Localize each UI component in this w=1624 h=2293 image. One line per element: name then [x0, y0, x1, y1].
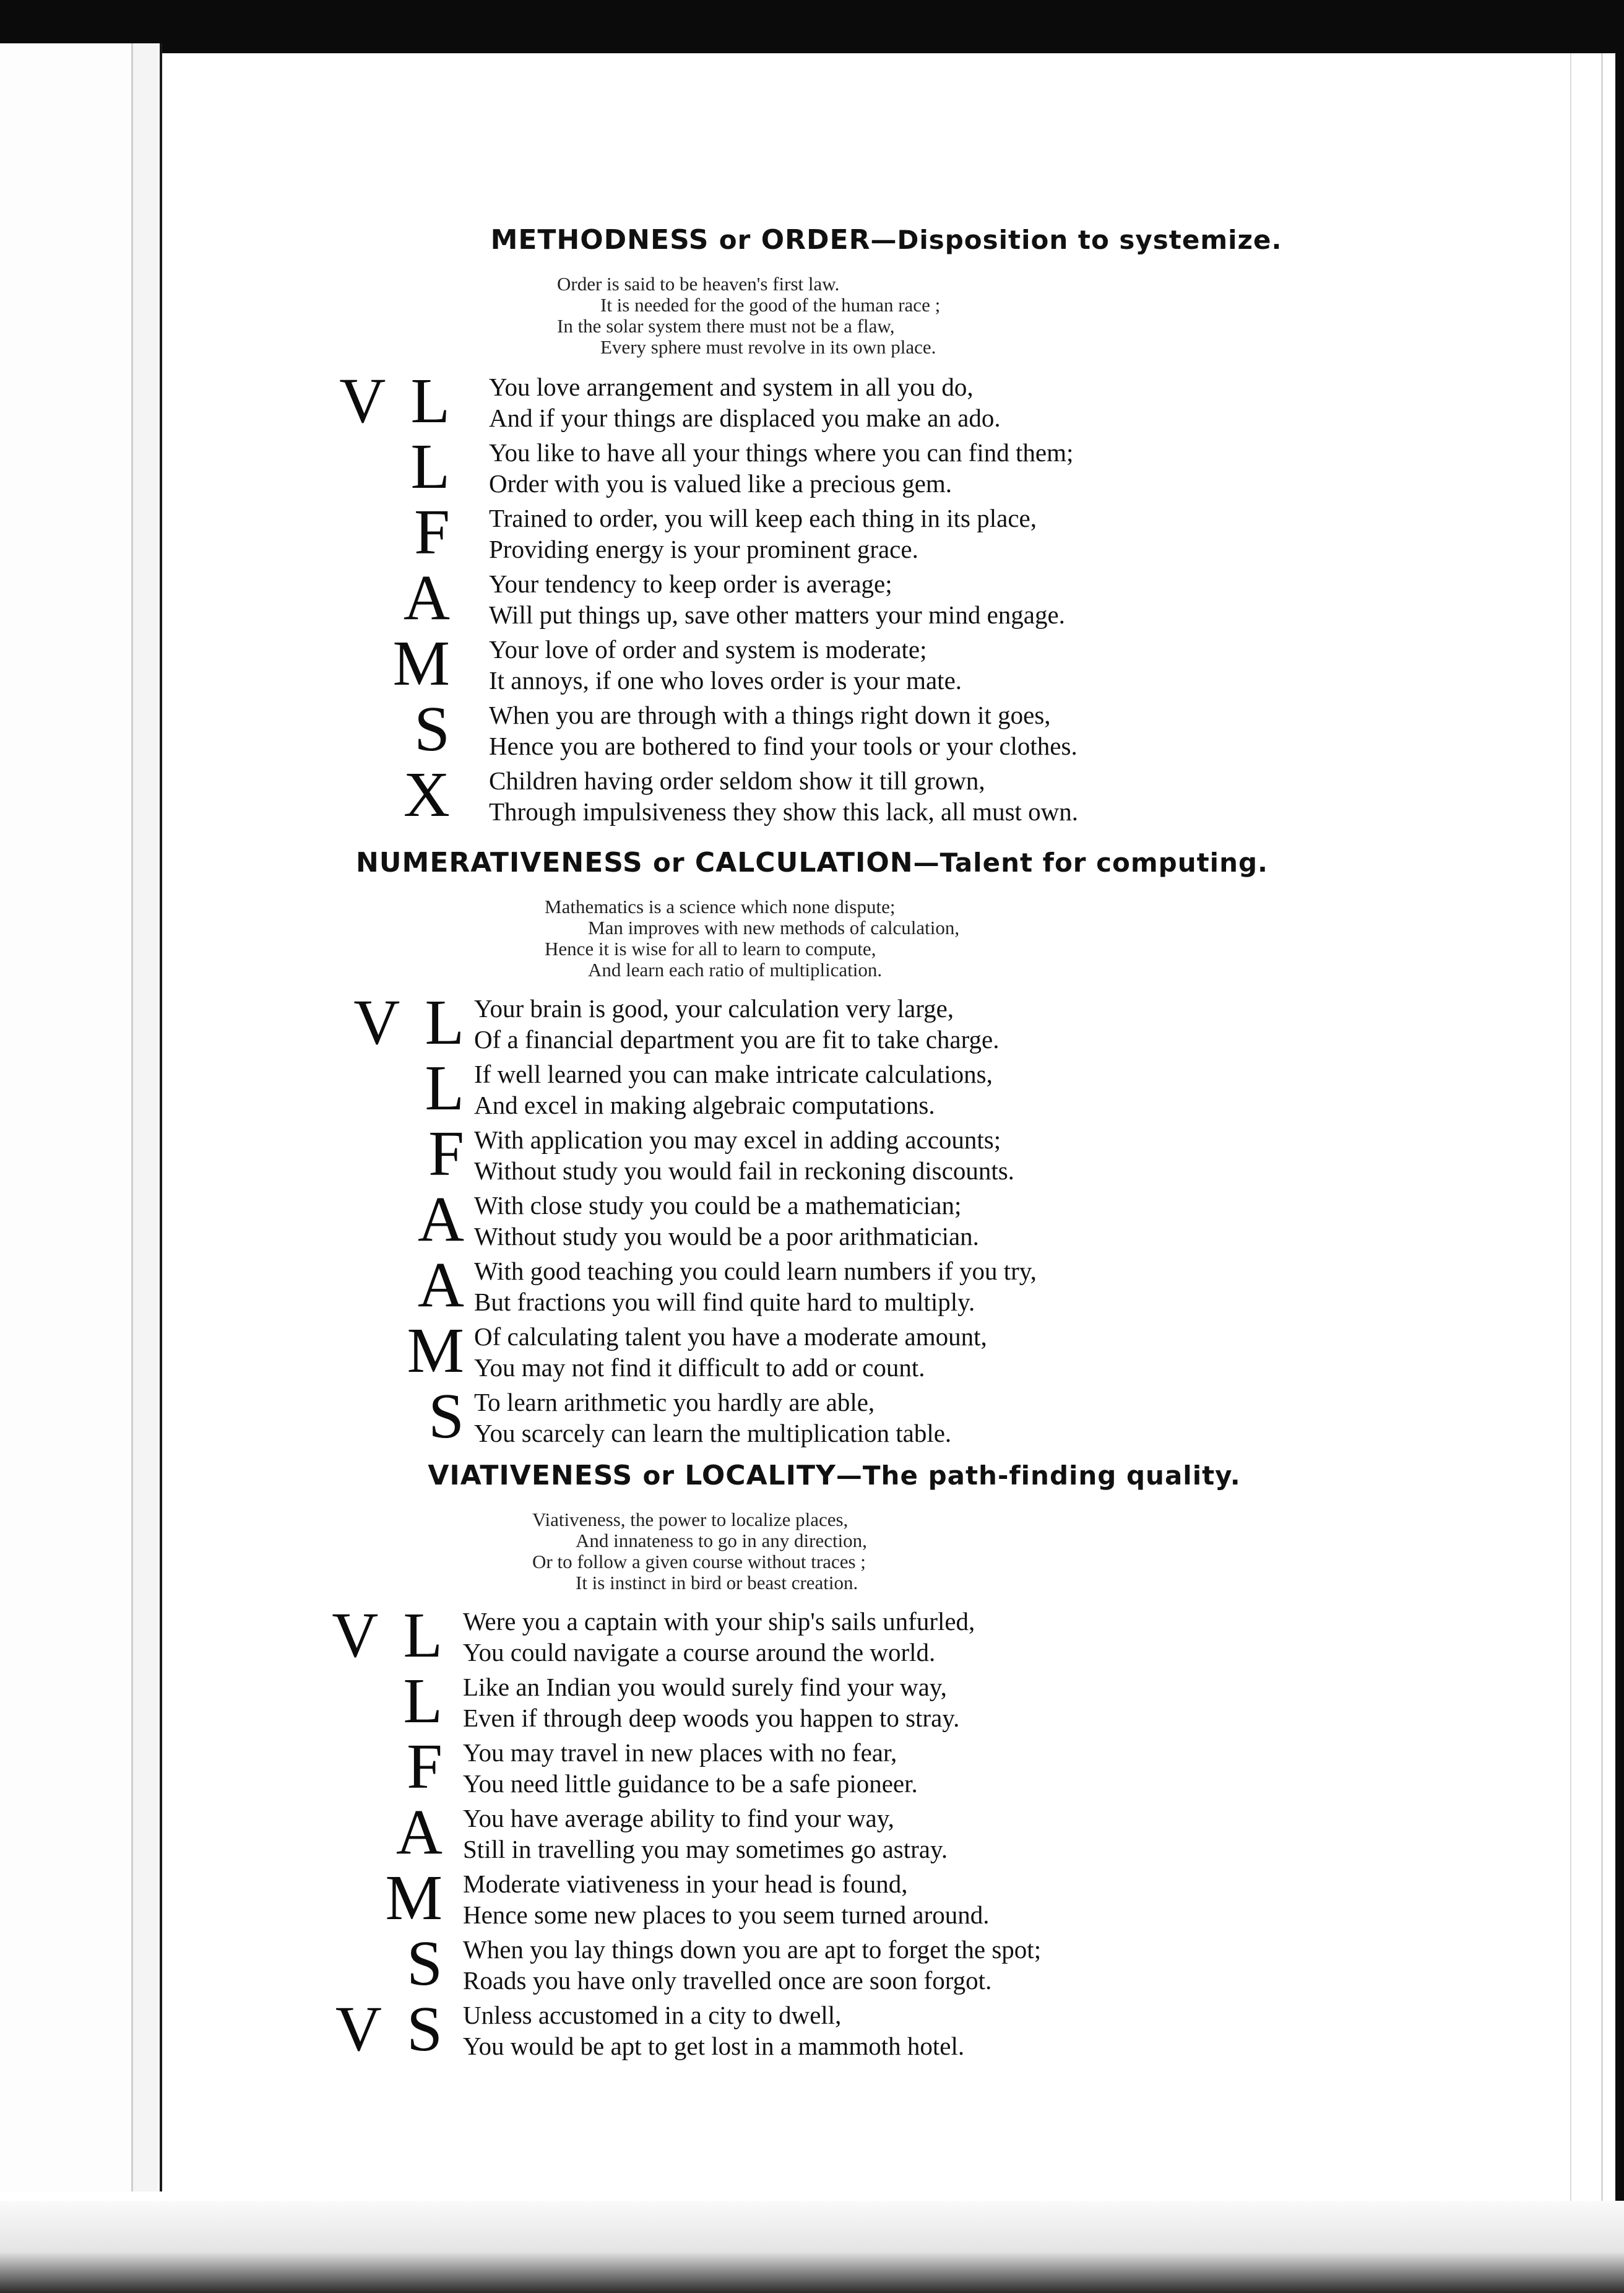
heading-title: METHODNESS — [490, 224, 709, 256]
verse — [463, 1868, 989, 1930]
rating-entry — [0, 759, 1624, 830]
verse — [463, 1606, 975, 1668]
rating-entry — [0, 1862, 1624, 1933]
rating-letters: S — [428, 1381, 469, 1452]
rating-entry — [0, 1665, 1624, 1736]
motto-line: Order is said to be heaven's first law. — [557, 273, 840, 295]
verse-line: Trained to order, you will keep each thing in its place, — [489, 504, 1037, 532]
section-heading — [22, 1460, 1624, 1491]
motto-line: And learn each ratio of multiplication. — [588, 959, 883, 981]
rating-entry — [0, 562, 1624, 633]
heading-title-alt: CALCULATION — [694, 847, 914, 878]
rating-entry — [0, 628, 1624, 699]
verse-line: You have average ability to find your way, — [463, 1804, 894, 1832]
heading-subtitle: —The path-finding quality. — [836, 1460, 1241, 1491]
verse-line: Like an Indian you would surely find your way, — [463, 1673, 947, 1701]
verse — [489, 765, 1078, 827]
rating-entry — [0, 1315, 1624, 1386]
verse-line: You would be apt to get lost in a mammoth hotel. — [463, 2032, 965, 2060]
rating-letters: A — [417, 1184, 469, 1255]
verse — [489, 371, 1001, 433]
motto-line: Mathematics is a science which none dispute; — [545, 896, 896, 917]
heading-or: or — [642, 1460, 675, 1491]
rating-letters: A — [403, 562, 455, 633]
verse-line: But fractions you will find quite hard to multiply. — [474, 1288, 975, 1316]
rating-letters: V S — [335, 1993, 447, 2065]
verse-line: Hence some new places to you seem turned around. — [463, 1901, 990, 1929]
rating-letters: F — [407, 1731, 447, 1802]
verse-line: Unless accustomed in a city to dwell, — [463, 2001, 842, 2029]
verse-line: Through impulsiveness they show this lack, all must own. — [489, 797, 1079, 826]
verse-line: You love arrangement and system in all you do, — [489, 373, 974, 401]
verse-line: To learn arithmetic you hardly are able, — [474, 1388, 875, 1416]
verse-line: When you lay things down you are apt to forget the spot; — [463, 1935, 1042, 1964]
heading-title: NUMERATIVENESS — [355, 847, 643, 878]
verse-line: Roads you have only travelled once are soon forgot. — [463, 1966, 992, 1995]
rating-letters: F — [414, 496, 455, 568]
verse-line: Of calculating talent you have a moderate amount, — [474, 1322, 987, 1351]
rating-entry — [0, 431, 1624, 502]
verse — [463, 1671, 959, 1733]
heading-title-alt: ORDER — [761, 224, 871, 256]
rating-entry — [0, 1249, 1624, 1320]
verse — [463, 2000, 964, 2061]
verse-line: Without study you would be a poor arithmatician. — [474, 1222, 979, 1251]
verse — [474, 1255, 1037, 1317]
verse — [474, 1387, 951, 1449]
verse-line: Hence you are bothered to find your tools or your clothes. — [489, 732, 1078, 760]
verse-line: Still in travelling you may sometimes go astray. — [463, 1835, 948, 1863]
verse — [474, 1321, 987, 1383]
verse — [474, 1124, 1014, 1186]
verse-line: Your love of order and system is moderate; — [489, 635, 927, 664]
verse-line: Without study you would fail in reckoning discounts. — [474, 1156, 1014, 1185]
rating-entry — [0, 496, 1624, 568]
rating-entry — [0, 693, 1624, 765]
verse-line: Will put things up, save other matters your mind engage. — [489, 600, 1065, 629]
verse — [489, 634, 962, 696]
rating-letters: L — [403, 1665, 447, 1736]
verse — [489, 568, 1065, 630]
verse-line: With close study you could be a mathematician; — [474, 1191, 962, 1220]
verse-line: You scarcely can learn the multiplication table. — [474, 1419, 952, 1447]
rating-entry — [0, 1993, 1624, 2065]
rating-entry — [0, 1381, 1624, 1452]
verse-line: With good teaching you could learn numbers if you try, — [474, 1257, 1037, 1285]
heading-or: or — [653, 847, 685, 878]
verse-line: It annoys, if one who loves order is your mate. — [489, 666, 962, 695]
heading-title-alt: LOCALITY — [685, 1460, 836, 1491]
rating-letters: X — [403, 759, 455, 830]
rating-entry — [0, 365, 1624, 436]
verse — [463, 1934, 1041, 1996]
verse — [474, 1190, 979, 1252]
rating-letters: V L — [332, 1600, 447, 1671]
rating-letters: S — [414, 693, 455, 765]
verse — [489, 437, 1073, 499]
verse-line: Of a financial department you are fit to take charge. — [474, 1025, 1000, 1054]
motto-line: It is needed for the good of the human race ; — [600, 294, 941, 316]
motto-line: Man improves with new methods of calculation, — [588, 917, 960, 938]
verse — [489, 700, 1078, 761]
section-heading — [74, 224, 1624, 256]
rating-letters: A — [417, 1249, 469, 1320]
motto-line: And innateness to go in any direction, — [576, 1530, 867, 1551]
rating-entry — [0, 987, 1624, 1058]
verse-line: Your brain is good, your calculation very large, — [474, 994, 954, 1023]
verse-line: When you are through with a things right down it goes, — [489, 701, 1051, 729]
verse-line: Providing energy is your prominent grace. — [489, 535, 918, 563]
verse-line: With application you may excel in adding accounts; — [474, 1125, 1001, 1154]
rating-letters: M — [392, 628, 455, 699]
verse-line: Order with you is valued like a precious gem. — [489, 469, 952, 498]
heading-or: or — [719, 225, 751, 255]
motto-line: It is instinct in bird or beast creation. — [576, 1572, 858, 1593]
rating-letters: M — [407, 1315, 469, 1386]
rating-entry — [0, 1797, 1624, 1868]
rating-letters: S — [407, 1928, 447, 1999]
rating-entry — [0, 1052, 1624, 1124]
verse — [489, 503, 1037, 565]
verse-line: Moderate viativeness in your head is found, — [463, 1870, 908, 1898]
verse-line: You could navigate a course around the world. — [463, 1638, 936, 1667]
motto-line: Viativeness, the power to localize places, — [532, 1509, 849, 1530]
verse-line: You may not find it difficult to add or count. — [474, 1353, 925, 1382]
rating-letters: L — [410, 431, 455, 502]
verse-line: Were you a captain with your ship's sails unfurled, — [463, 1607, 975, 1636]
rating-letters: A — [395, 1797, 447, 1868]
verse-line: Children having order seldom show it till grown, — [489, 766, 985, 795]
motto-line: Every sphere must revolve in its own place. — [600, 336, 936, 358]
rating-entry — [0, 1184, 1624, 1255]
verse — [463, 1737, 918, 1799]
verse-line: You need little guidance to be a safe pioneer. — [463, 1769, 918, 1798]
verse — [463, 1803, 948, 1865]
rating-letters: M — [385, 1862, 447, 1933]
motto-line: In the solar system there must not be a flaw, — [557, 315, 895, 337]
verse-line: And excel in making algebraic computations. — [474, 1091, 935, 1119]
heading-subtitle: —Disposition to systemize. — [870, 225, 1282, 255]
verse-line: If well learned you can make intricate calculations, — [474, 1060, 993, 1088]
motto-line: Hence it is wise for all to learn to compute, — [545, 938, 876, 960]
rating-letters: V L — [353, 987, 469, 1058]
verse — [474, 1059, 993, 1120]
rating-letters: L — [425, 1052, 469, 1124]
rating-letters: F — [428, 1118, 469, 1189]
heading-subtitle: —Talent for computing. — [913, 847, 1269, 878]
verse-line: Even if through deep woods you happen to stray. — [463, 1704, 960, 1732]
rating-entry — [0, 1928, 1624, 1999]
heading-title: VIATIVENESS — [428, 1460, 633, 1491]
verse-line: Your tendency to keep order is average; — [489, 570, 892, 598]
verse-line: You like to have all your things where you can find them; — [489, 438, 1074, 467]
verse — [474, 993, 999, 1055]
motto-line: Or to follow a given course without traces ; — [532, 1551, 866, 1572]
rating-entry — [0, 1118, 1624, 1189]
verse-line: And if your things are displaced you make an ado. — [489, 404, 1001, 432]
verse-line: You may travel in new places with no fear, — [463, 1738, 897, 1767]
section-heading — [0, 847, 1624, 878]
rating-entry — [0, 1731, 1624, 1802]
rating-entry — [0, 1600, 1624, 1671]
rating-letters: V L — [339, 365, 455, 436]
